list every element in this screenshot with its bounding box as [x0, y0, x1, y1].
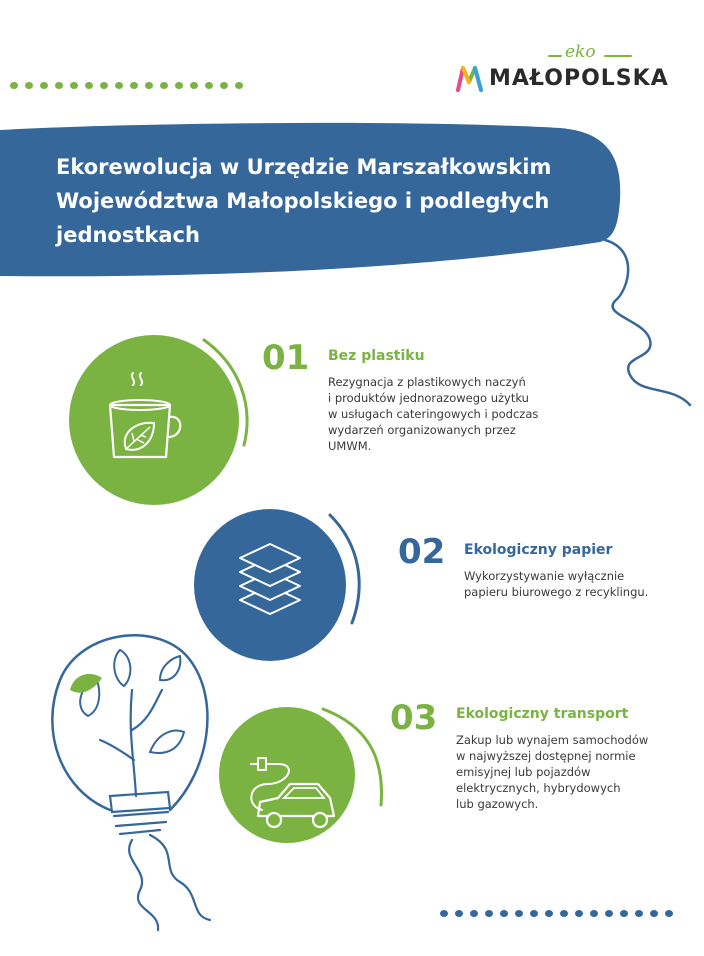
item-1-number: 01 — [262, 338, 310, 378]
item-1-description: Rezygnacja z plastikowych naczyń i produktów jednorazowego użytku w usługach cateringowych i podczas wydarzeń organizowanych przez UMWM. — [328, 375, 539, 453]
item-1-heading: Bez plastiku — [328, 348, 425, 364]
item-2-description: Wykorzystywanie wyłącznie papieru biurowego z recyklingu. — [464, 569, 649, 599]
dot — [560, 910, 568, 917]
dot — [530, 910, 538, 917]
dot — [650, 910, 658, 917]
dot — [10, 82, 18, 89]
item-3-heading: Ekologiczny transport — [456, 706, 629, 722]
logo-eko-text: eko — [565, 42, 596, 62]
dots-decoration-bottom — [440, 910, 673, 917]
dot — [590, 910, 598, 917]
dot — [635, 910, 643, 917]
mug-leaf-icon — [100, 365, 200, 465]
dot — [190, 82, 198, 89]
logo — [455, 42, 669, 102]
logo-name: MAŁOPOLSKA — [489, 66, 669, 91]
dot — [40, 82, 48, 89]
dot — [220, 82, 228, 89]
dot — [25, 82, 33, 89]
dot — [70, 82, 78, 89]
m-logo-icon — [455, 64, 485, 92]
item-3-description: Zakup lub wynajem samochodów w najwyższej dostępnej normie emisyjnej lub pojazdów elektrycznych, hybrydowych lub gazowych. — [456, 733, 649, 811]
dots-decoration-top — [10, 82, 243, 89]
dot — [500, 910, 508, 917]
dot — [545, 910, 553, 917]
item-2-heading: Ekologiczny papier — [464, 542, 613, 558]
electric-car-icon — [238, 740, 348, 840]
dot — [130, 82, 138, 89]
dot — [235, 82, 243, 89]
dot — [440, 910, 448, 917]
dot — [455, 910, 463, 917]
dot — [575, 910, 583, 917]
item-3-number: 03 — [390, 698, 438, 738]
dot — [145, 82, 153, 89]
dot — [665, 910, 673, 917]
dot — [485, 910, 493, 917]
dot — [205, 82, 213, 89]
dot — [470, 910, 478, 917]
dot — [515, 910, 523, 917]
page-title: Ekorewolucja w Urzędzie Marszałkowskim Województwa Małopolskiego i podległych jednostkach — [56, 155, 552, 247]
dot — [620, 910, 628, 917]
dot — [55, 82, 63, 89]
dot — [100, 82, 108, 89]
dot — [115, 82, 123, 89]
paper-stack-icon — [225, 540, 315, 630]
item-2-number: 02 — [398, 532, 446, 572]
dot — [85, 82, 93, 89]
logo-eko-underline — [547, 48, 637, 62]
dot — [175, 82, 183, 89]
dot — [160, 82, 168, 89]
dot — [605, 910, 613, 917]
lightbulb-plant-icon — [40, 620, 240, 940]
